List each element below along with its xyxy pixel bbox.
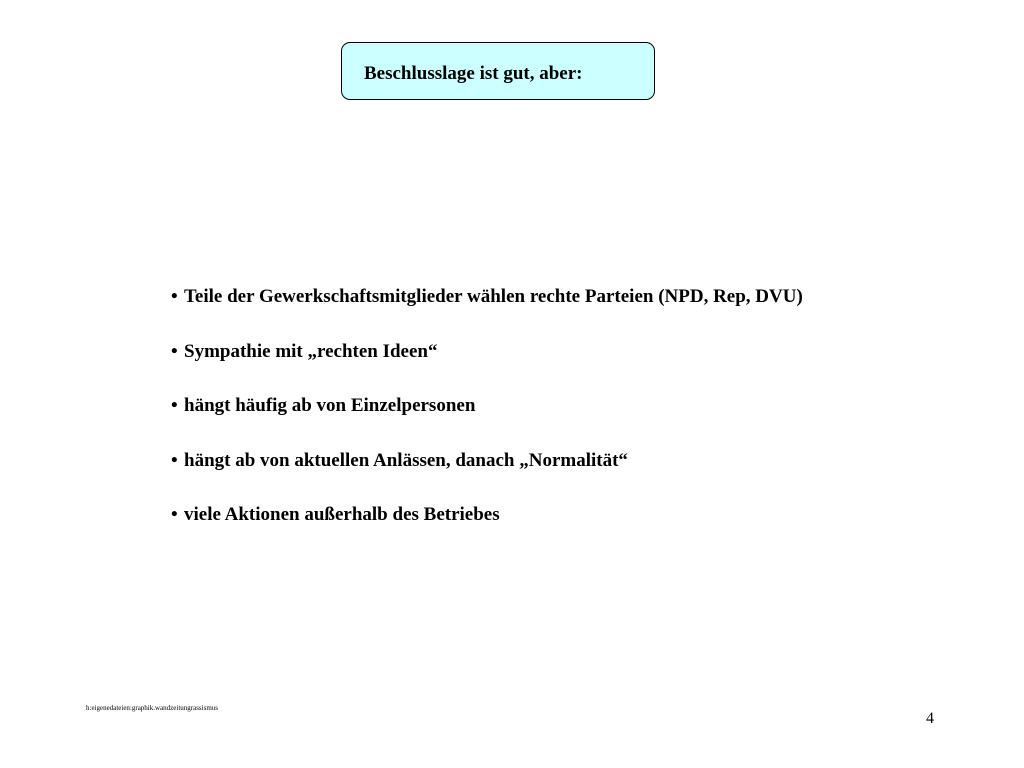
- title-box: [341, 42, 655, 100]
- bullet-item: [171, 451, 803, 470]
- footer-file-path: h:eigenedateien:graphik.wandzeitungrassismus: [86, 704, 218, 712]
- bullet-item: [171, 505, 803, 524]
- bullet-list: [171, 287, 803, 560]
- bullet-text: Teile der Gewerkschaftsmitglieder wählen rechte Parteien (NPD, Rep, DVU): [184, 286, 803, 307]
- bullet-dot-icon: •: [171, 449, 178, 471]
- slide-title: Beschlusslage ist gut, aber:: [364, 63, 583, 84]
- bullet-item: [171, 396, 803, 415]
- bullet-text: hängt ab von aktuellen Anlässen, danach „Normalität“: [184, 449, 628, 471]
- bullet-dot-icon: •: [171, 395, 178, 416]
- bullet-dot-icon: •: [171, 504, 178, 525]
- bullet-text: Sympathie mit „rechten Ideen“: [184, 340, 438, 362]
- bullet-text: viele Aktionen außerhalb des Betriebes: [184, 504, 500, 525]
- page-number: 4: [926, 710, 934, 727]
- bullet-dot-icon: •: [171, 286, 178, 307]
- bullet-text: hängt häufig ab von Einzelpersonen: [184, 395, 476, 416]
- bullet-item: [171, 287, 803, 306]
- bullet-item: [171, 342, 803, 361]
- bullet-dot-icon: •: [171, 340, 178, 362]
